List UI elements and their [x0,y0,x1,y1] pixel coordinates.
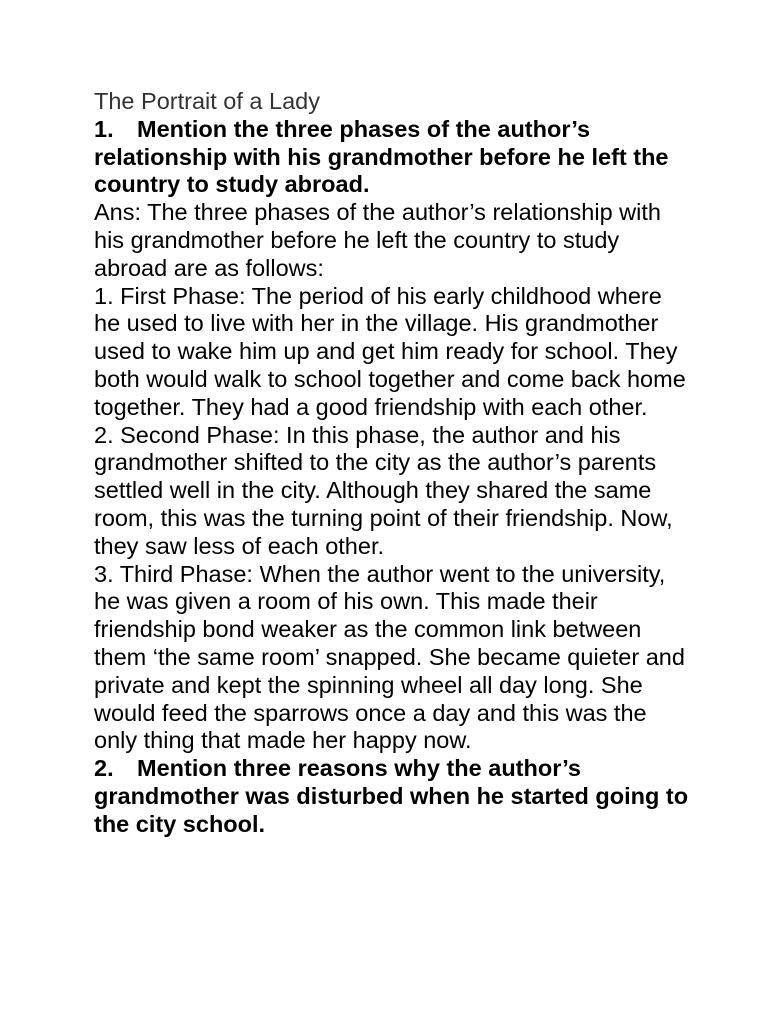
question-2-text: Mention three reasons why the author’s grandmother was disturbed when he started going to the city school. [94,755,689,837]
question-2 [94,755,694,838]
question-2-number: 2. [94,755,114,782]
phase-2-paragraph: 2. Second Phase: In this phase, the author and his grandmother shifted to the city as the author’s parents settled well in the city. Although they shared the same room, this was the turning point of their friendship. Now, they saw less of each other. [94,421,673,559]
document-title: The Portrait of a Lady [94,88,320,114]
question-1 [94,116,694,199]
answer-intro: Ans: The three phases of the author’s relationship with his grandmother before he left the country to study abroad are as follows: [94,199,661,281]
question-1-number: 1. [94,115,114,142]
phase-1-paragraph: 1. First Phase: The period of his early childhood where he used to live with her in the village. His grandmother used to wake him up and get him ready for school. They both would walk to school together and come back home together. They had a good friendship with each other. [94,282,686,420]
phase-3-paragraph: 3. Third Phase: When the author went to the university, he was given a room of his own. This made their friendship bond weaker as the common link between them ‘the same room’ snapped. She became quieter and private and kept the spinning wheel all day long. She would feed the sparrows once a day and this was the only thing that made her happy now. [94,560,685,754]
document-page [94,88,694,839]
question-1-text: Mention the three phases of the author’s relationship with his grandmother before he left the country to study abroad. [94,115,669,198]
